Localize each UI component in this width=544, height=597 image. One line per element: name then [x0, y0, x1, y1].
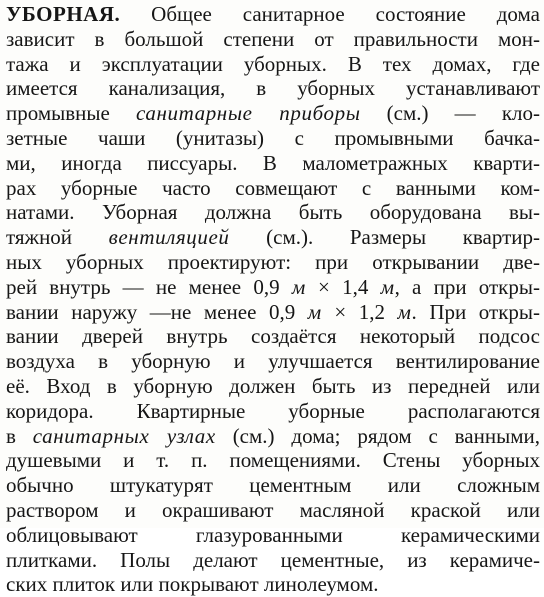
text-segment: тажа и эксплуатации уборных. В тех домах, где: [6, 51, 540, 76]
text-segment: облицовывают глазурованными керамическими: [6, 522, 540, 547]
cross-reference-term: санитарных узлах: [32, 423, 216, 448]
text-line: [6, 27, 540, 52]
text-line: [6, 548, 540, 573]
text-segment: (см.). Размеры квартир-: [229, 225, 540, 250]
cross-reference-term: м: [291, 274, 306, 299]
text-line: [6, 151, 540, 176]
text-segment: ских плиток или покрывают линолеумом.: [6, 572, 379, 597]
text-segment: обычно штукатурят цементным или сложным: [6, 473, 540, 498]
text-line: [6, 200, 540, 225]
text-line: [6, 101, 540, 126]
text-segment: . При откры-: [411, 299, 540, 324]
text-segment: вании дверей внутрь создаётся некоторый подсос: [6, 324, 540, 349]
text-line: [6, 473, 540, 498]
article-text: [6, 2, 540, 597]
text-segment: зависит в большой степени от правильности мон-: [6, 26, 540, 51]
text-segment: плитками. Полы делают цементные, из керамиче-: [6, 547, 540, 572]
text-line: [6, 176, 540, 201]
text-line: [6, 324, 540, 349]
cross-reference-term: санитарные приборы: [135, 101, 361, 126]
text-segment: раствором и окрашивают масляной краской или: [6, 497, 540, 522]
text-line: [6, 225, 540, 250]
text-line: [6, 572, 540, 597]
cross-reference-term: вентиляцией: [108, 225, 230, 250]
text-segment: (см.) дома; рядом с ванными,: [215, 423, 540, 448]
text-line: [6, 2, 540, 27]
text-segment: ми, иногда писсуары. В малометражных кварти-: [6, 150, 540, 175]
text-segment: зетные чаши (унитазы) с промывными бачка-: [6, 125, 540, 150]
text-segment: вании наружу —не менее 0,9: [6, 299, 308, 324]
text-line: [6, 349, 540, 374]
text-line: [6, 448, 540, 473]
headword: УБОРНАЯ.: [6, 2, 121, 26]
text-segment: ных уборных проектируют: при открывании две-: [6, 249, 540, 274]
text-segment: (см.) — кло-: [360, 101, 540, 126]
cross-reference-term: м: [397, 299, 412, 324]
text-segment: рах уборные часто совмещают с ванными ком-: [6, 175, 540, 200]
text-line: [6, 374, 540, 399]
text-line: [6, 498, 540, 523]
cross-reference-term: м: [380, 274, 395, 299]
text-segment: промывные: [6, 101, 136, 126]
text-segment: рей внутрь — не менее 0,9: [6, 274, 292, 299]
text-line: [6, 52, 540, 77]
text-line: [6, 424, 540, 449]
text-segment: коридора. Квартирные уборные располагаются: [6, 398, 540, 423]
text-segment: × 1,4: [305, 274, 381, 299]
text-segment: имеется канализация, в уборных устанавливают: [6, 76, 540, 101]
cross-reference-term: м: [307, 299, 322, 324]
text-line: [6, 250, 540, 275]
text-segment: в: [6, 423, 33, 448]
text-line: [6, 523, 540, 548]
text-segment: воздуха в уборную и улучшается вентилирование: [6, 349, 540, 374]
text-segment: × 1,2: [321, 299, 398, 324]
text-segment: её. Вход в уборную должен быть из передней или: [6, 373, 540, 398]
text-line: [6, 300, 540, 325]
text-line: [6, 275, 540, 300]
text-segment: Общее санитарное состояние дома: [120, 2, 540, 26]
text-segment: душевыми и т. п. помещениями. Стены уборных: [6, 448, 540, 473]
text-segment: натами. Уборная должна быть оборудована вы-: [6, 200, 540, 225]
text-line: [6, 399, 540, 424]
text-segment: , а при откры-: [394, 274, 540, 299]
text-segment: тяжной: [6, 225, 109, 250]
text-line: [6, 126, 540, 151]
text-line: [6, 76, 540, 101]
